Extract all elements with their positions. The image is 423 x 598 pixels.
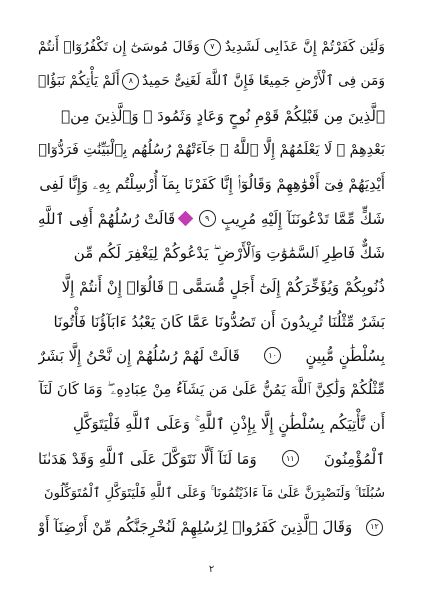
verse-text: شَكٌّ فَاطِرِ ٱلسَّمَٰوَٰتِ وَٱلْأَرْضِ ۖ يَدْعُوكُمْ لِيَغْفِرَ لَكُم مِّن: [73, 243, 385, 262]
text-line: [38, 30, 385, 64]
verse-text: ذُنُوبِكُمْ وَيُؤَخِّرَكُمْ إِلَىٰٓ أَجَلٍ مُّسَمًّى ۚ قَالُوٓا۟ إِنْ أَنتُمْ إِلَّا: [61, 278, 385, 297]
verse-text: وَمَن فِى ٱلْأَرْضِ جَمِيعًا فَإِنَّ ٱللَّهَ لَغَنِىٌّ حَمِيدٌ: [142, 73, 385, 90]
text-line: [38, 236, 385, 270]
verse-text: ٱلَّذِينَ مِن قَبْلِكُمْ قَوْمِ نُوحٍ وَعَادٍ وَثَمُودَ ۛ وَٱلَّذِينَ مِنۢ: [61, 106, 385, 125]
text-line: [38, 64, 385, 98]
ayah-number-marker: ١٢: [366, 519, 383, 536]
text-line: [38, 167, 385, 201]
text-line: [38, 510, 385, 544]
ayah-number-marker: ٨: [122, 73, 139, 90]
verse-text: قَالَتْ رُسُلُهُمْ أَفِى ٱللَّهِ: [38, 209, 176, 228]
text-line: [38, 133, 385, 167]
verse-text: سُبُلَنَا ۚ وَلَنَصْبِرَنَّ عَلَىٰ مَآ ءَاذَيْتُمُونَا ۚ وَعَلَى ٱللَّهِ فَلْيَتَوَكَّلِ ٱلْمُتَوَكِّلُونَ: [44, 485, 385, 501]
ayah-number-marker: ١٠: [264, 347, 281, 364]
verse-text: أَن نَّأْتِيَكُم بِسُلْطَٰنٍ إِلَّا بِإِذْنِ ٱللَّهِ ۚ وَعَلَى ٱللَّهِ فَلْيَتَوَكَّلِ: [72, 415, 385, 434]
text-line: [38, 442, 385, 476]
text-line: [38, 201, 385, 235]
verse-text: ٱلْمُؤْمِنُونَ: [323, 449, 385, 468]
text-line: [38, 373, 385, 407]
verse-text: أَلَمْ يَأْتِكُمْ نَبَؤُا۟: [38, 73, 120, 90]
ayah-number-marker: ١١: [282, 450, 299, 467]
text-line: [38, 99, 385, 133]
text-line: [38, 270, 385, 304]
verse-text: قَالَتْ لَهُمْ رُسُلُهُمْ إِن نَّحْنُ إِلَّا بَشَرٌ: [38, 346, 240, 365]
verse-text: وَمَا لَنَآ أَلَّا نَتَوَكَّلَ عَلَى ٱللَّهِ وَقَدْ هَدَىٰنَا: [38, 449, 257, 468]
verse-text: شَكٍّ مِّمَّا تَدْعُونَنَآ إِلَيْهِ مُرِيبٍ: [220, 209, 385, 228]
verse-text: وَقَالَ مُوسَىٰٓ إِن تَكْفُرُوٓا۟ أَنتُمْ: [38, 39, 200, 56]
verse-text: أَيْدِيَهُمْ فِىٓ أَفْوَٰهِهِمْ وَقَالُوٓا۟ إِنَّا كَفَرْنَا بِمَآ أُرْسِلْتُم بِهِۦ وَإِنَّا لَفِى: [39, 175, 385, 193]
verse-text: وَلَئِن كَفَرْتُمْ إِنَّ عَذَابِى لَشَدِيدٌ: [224, 39, 385, 56]
text-line: [38, 339, 385, 373]
page-number: ٢: [208, 564, 215, 575]
text-line: [38, 476, 385, 510]
verse-text: وَقَالَ ٱلَّذِينَ كَفَرُوا۟ لِرُسُلِهِمْ لَنُخْرِجَنَّكُم مِّنْ أَرْضِنَآ أَوْ: [38, 518, 353, 537]
sajdah-mark-icon: [178, 211, 194, 227]
text-line: [38, 304, 385, 338]
text-line: [38, 407, 385, 441]
ayah-number-marker: ٧: [204, 39, 221, 56]
verse-text: بِسُلْطَٰنٍ مُّبِينٍ: [305, 346, 385, 365]
quran-text-block: [38, 30, 385, 544]
verse-text: مِّثْلُكُمْ وَلَٰكِنَّ ٱللَّهَ يَمُنُّ عَلَىٰ مَن يَشَآءُ مِنْ عِبَادِهِۦ ۖ وَمَا كَانَ لَنَآ: [39, 382, 385, 399]
ayah-number-marker: ٩: [199, 210, 216, 227]
verse-text: بَعْدِهِمْ ۛ لَا يَعْلَمُهُمْ إِلَّا ٱللَّهُ ۚ جَآءَتْهُمْ رُسُلُهُم بِٱلْبَيِّنَٰتِ فَرَدُّوٓا۟: [38, 142, 385, 159]
verse-text: بَشَرٌ مِّثْلُنَا تُرِيدُونَ أَن تَصُدُّونَا عَمَّا كَانَ يَعْبُدُ ءَابَآؤُنَا فَأْتُونَا: [53, 312, 385, 331]
